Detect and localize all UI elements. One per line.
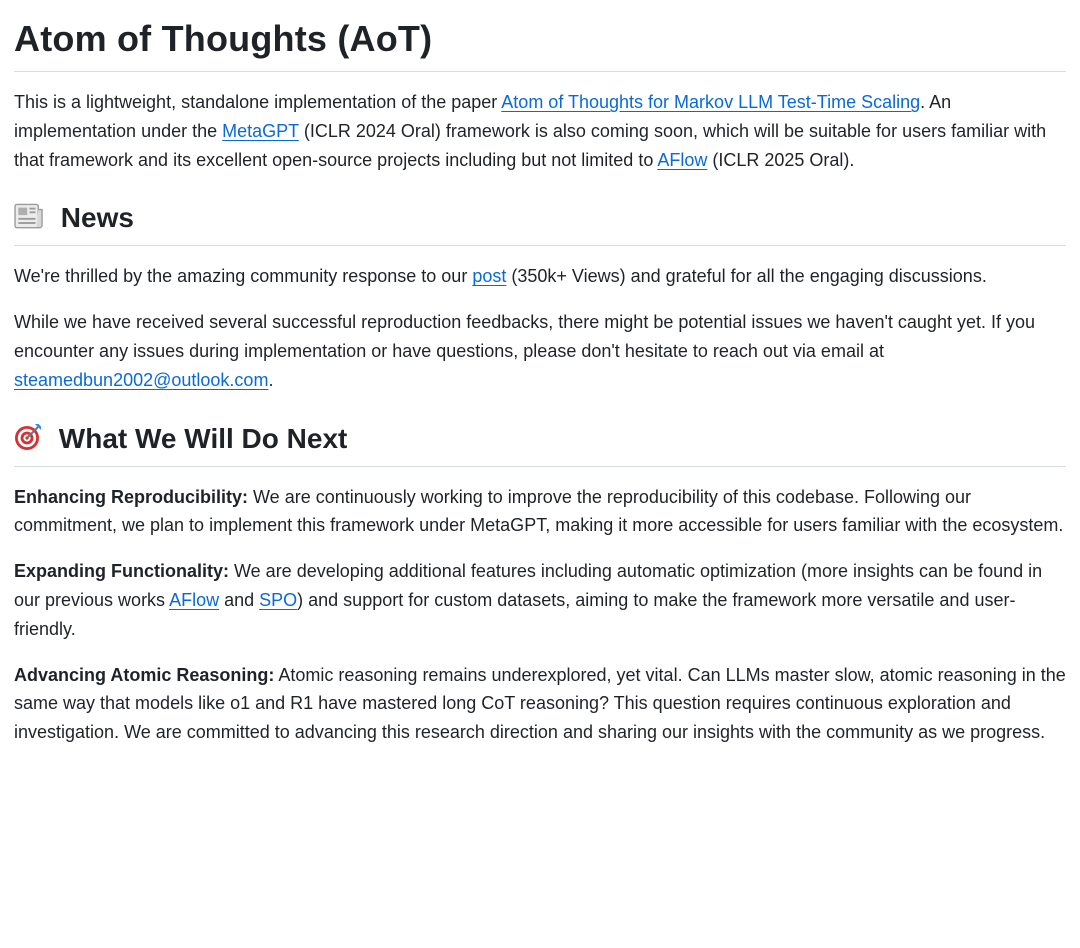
aflow-link-2[interactable]: AFlow: [169, 589, 220, 610]
reasoning-text: Atomic reasoning remains underexplored, yet vital. Can LLMs master slow, atomic reasoning in the same way that models like o1 and R1 have mastered long CoT reasoning? This question requires continuous exploration and investigation. We are committed to advancing this research direction and sharing our insights with the community as we progress.: [14, 664, 1066, 743]
news-paragraph-1: [14, 262, 1066, 291]
reasoning-label: Advancing Atomic Reasoning:: [14, 664, 275, 685]
next-steps-heading-text: What We Will Do Next: [58, 422, 348, 454]
post-link[interactable]: post: [472, 266, 507, 287]
news-p2-text-1: While we have received several successful reproduction feedbacks, there might be potential issues we haven't caught yet. If you encounter any issues during implementation or have questions, please don't hesitate to reach out via email at: [14, 312, 1035, 361]
page-title-text: Atom of Thoughts (AoT): [14, 18, 433, 59]
news-p1-text-2: (350k+ Views) and grateful for all the engaging discussions.: [506, 266, 987, 287]
news-paragraph-2: [14, 308, 1066, 394]
intro-text-2: . An implementation under the: [14, 92, 952, 141]
news-p1-text-1: We're thrilled by the amazing community response to our: [14, 266, 473, 287]
functionality-text-2: and: [219, 589, 260, 610]
next-steps-heading: [14, 421, 1066, 467]
intro-text-3: (ICLR 2024 Oral) framework is also coming soon, which will be suitable for users familiar with that framework and its excellent open-source projects including but not limited to: [14, 120, 1047, 170]
spo-link[interactable]: SPO: [259, 589, 298, 610]
newspaper-icon: [14, 203, 44, 230]
reproducibility-label: Enhancing Reproducibility:: [14, 486, 249, 507]
intro-paragraph: [14, 88, 1066, 174]
email-link[interactable]: steamedbun2002@outlook.com: [14, 369, 269, 390]
next-paragraph-reasoning: [14, 661, 1066, 747]
metagpt-link[interactable]: MetaGPT: [222, 120, 299, 141]
functionality-label: Expanding Functionality:: [14, 561, 229, 582]
news-p2-text-2: .: [268, 369, 274, 390]
paper-link[interactable]: Atom of Thoughts for Markov LLM Test-Time Scaling: [501, 92, 921, 112]
aflow-link[interactable]: AFlow: [657, 149, 708, 170]
intro-text-4: (ICLR 2025 Oral).: [707, 149, 855, 170]
target-icon: [14, 423, 42, 451]
page-title: [14, 16, 1066, 72]
news-heading: [14, 200, 1066, 246]
next-paragraph-reproducibility: [14, 483, 1066, 541]
next-paragraph-functionality: [14, 557, 1066, 643]
functionality-text-1: We are developing additional features including automatic optimization (more insights can be found in our previous works: [14, 561, 1043, 610]
news-heading-text: News: [60, 202, 134, 234]
functionality-text-3: ) and support for custom datasets, aiming to make the framework more versatile and user-friendly.: [14, 589, 1016, 639]
reproducibility-text: We are continuously working to improve the reproducibility of this codebase. Following our commitment, we plan to implement this framework under MetaGPT, making it more accessible for users familiar with the ecosystem.: [14, 486, 1064, 536]
intro-text-1: This is a lightweight, standalone implementation of the paper: [14, 92, 502, 112]
